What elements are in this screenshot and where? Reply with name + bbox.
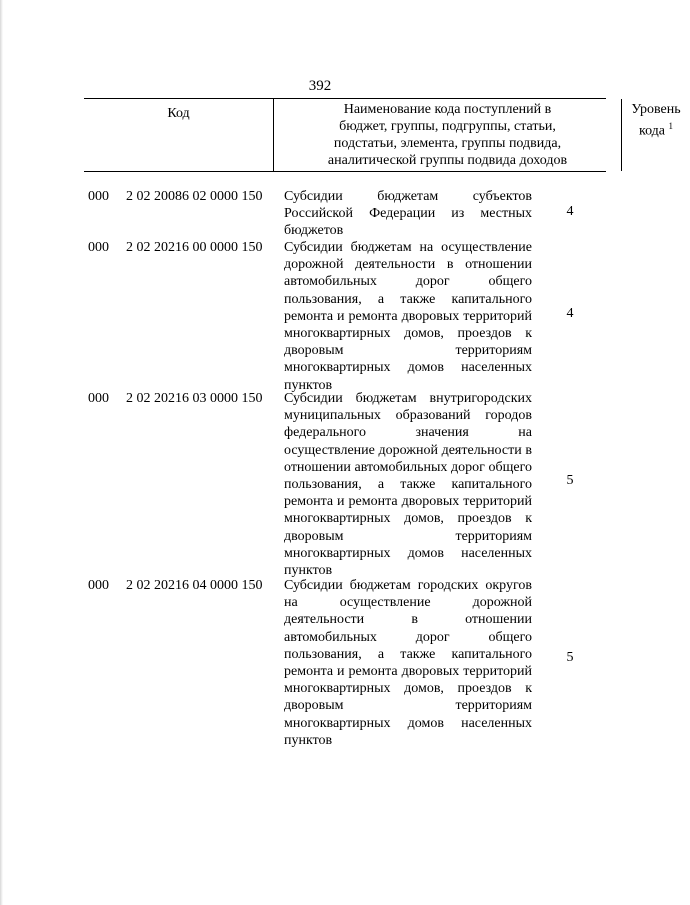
header-level-line2: [622, 118, 690, 140]
header-name-line: подстатьи, элемента, группы подвида,: [333, 136, 562, 151]
admin-code: 000: [88, 578, 109, 593]
header-name-line: Наименование кода поступлений в: [343, 102, 552, 117]
revenue-code: 2 02 20086 02 0000 150: [126, 189, 263, 204]
header-name-line: бюджет, группы, подгруппы, статьи,: [339, 119, 556, 134]
code-level: 5: [566, 650, 574, 665]
admin-code: 000: [88, 240, 109, 255]
header-level: [622, 99, 690, 173]
header-name: [273, 99, 622, 171]
header-code: Код: [167, 106, 190, 121]
admin-code: 000: [88, 189, 109, 204]
revenue-code: 2 02 20216 00 0000 150: [126, 240, 263, 255]
revenue-code: 2 02 20216 03 0000 150: [126, 391, 263, 406]
code-level: 4: [566, 204, 574, 219]
footnote-mark: 1: [668, 121, 674, 131]
scan-edge: [0, 0, 3, 905]
header-level-line1: Уровень: [631, 102, 681, 117]
code-level: 5: [566, 473, 574, 488]
revenue-name: Субсидии бюджетам на осуществление дорожной деятельности в отношении автомобильных дорог общего пользования, а также капитального ремонта и ремонта дворовых территорий многоквартирных домов, проездов к дворовым территориям многоквартирных домов населенных пунктов: [284, 240, 532, 393]
admin-code: 000: [88, 391, 109, 406]
revenue-name: Субсидии бюджетам городских округов на осуществление дорожной деятельности в отношении автомобильных дорог общего пользования, а также капитального ремонта и ремонта дворовых территорий многоквартирных домов, проездов к дворовым территориям многоквартирных домов населенных пунктов: [284, 578, 532, 748]
revenue-name: Субсидии бюджетам субъектов Российской Федерации из местных бюджетов: [284, 189, 532, 239]
header-name-line: аналитической группы подвида доходов: [327, 153, 568, 168]
header-level-word: кода: [638, 123, 666, 139]
code-level: 4: [566, 306, 574, 321]
revenue-name: Субсидии бюджетам внутригородских муниципальных образований городов федерального значения на осуществление дорожной деятельности в отношении автомобильных дорог общего пользования, а также капитального ремонта и ремонта дворовых территорий многоквартирных домов, проездов к дворовым территориям многоквартирных домов населенных пунктов: [284, 391, 532, 579]
revenue-code: 2 02 20216 04 0000 150: [126, 578, 263, 593]
table-header: [84, 98, 681, 172]
page-number: 392: [308, 78, 332, 94]
